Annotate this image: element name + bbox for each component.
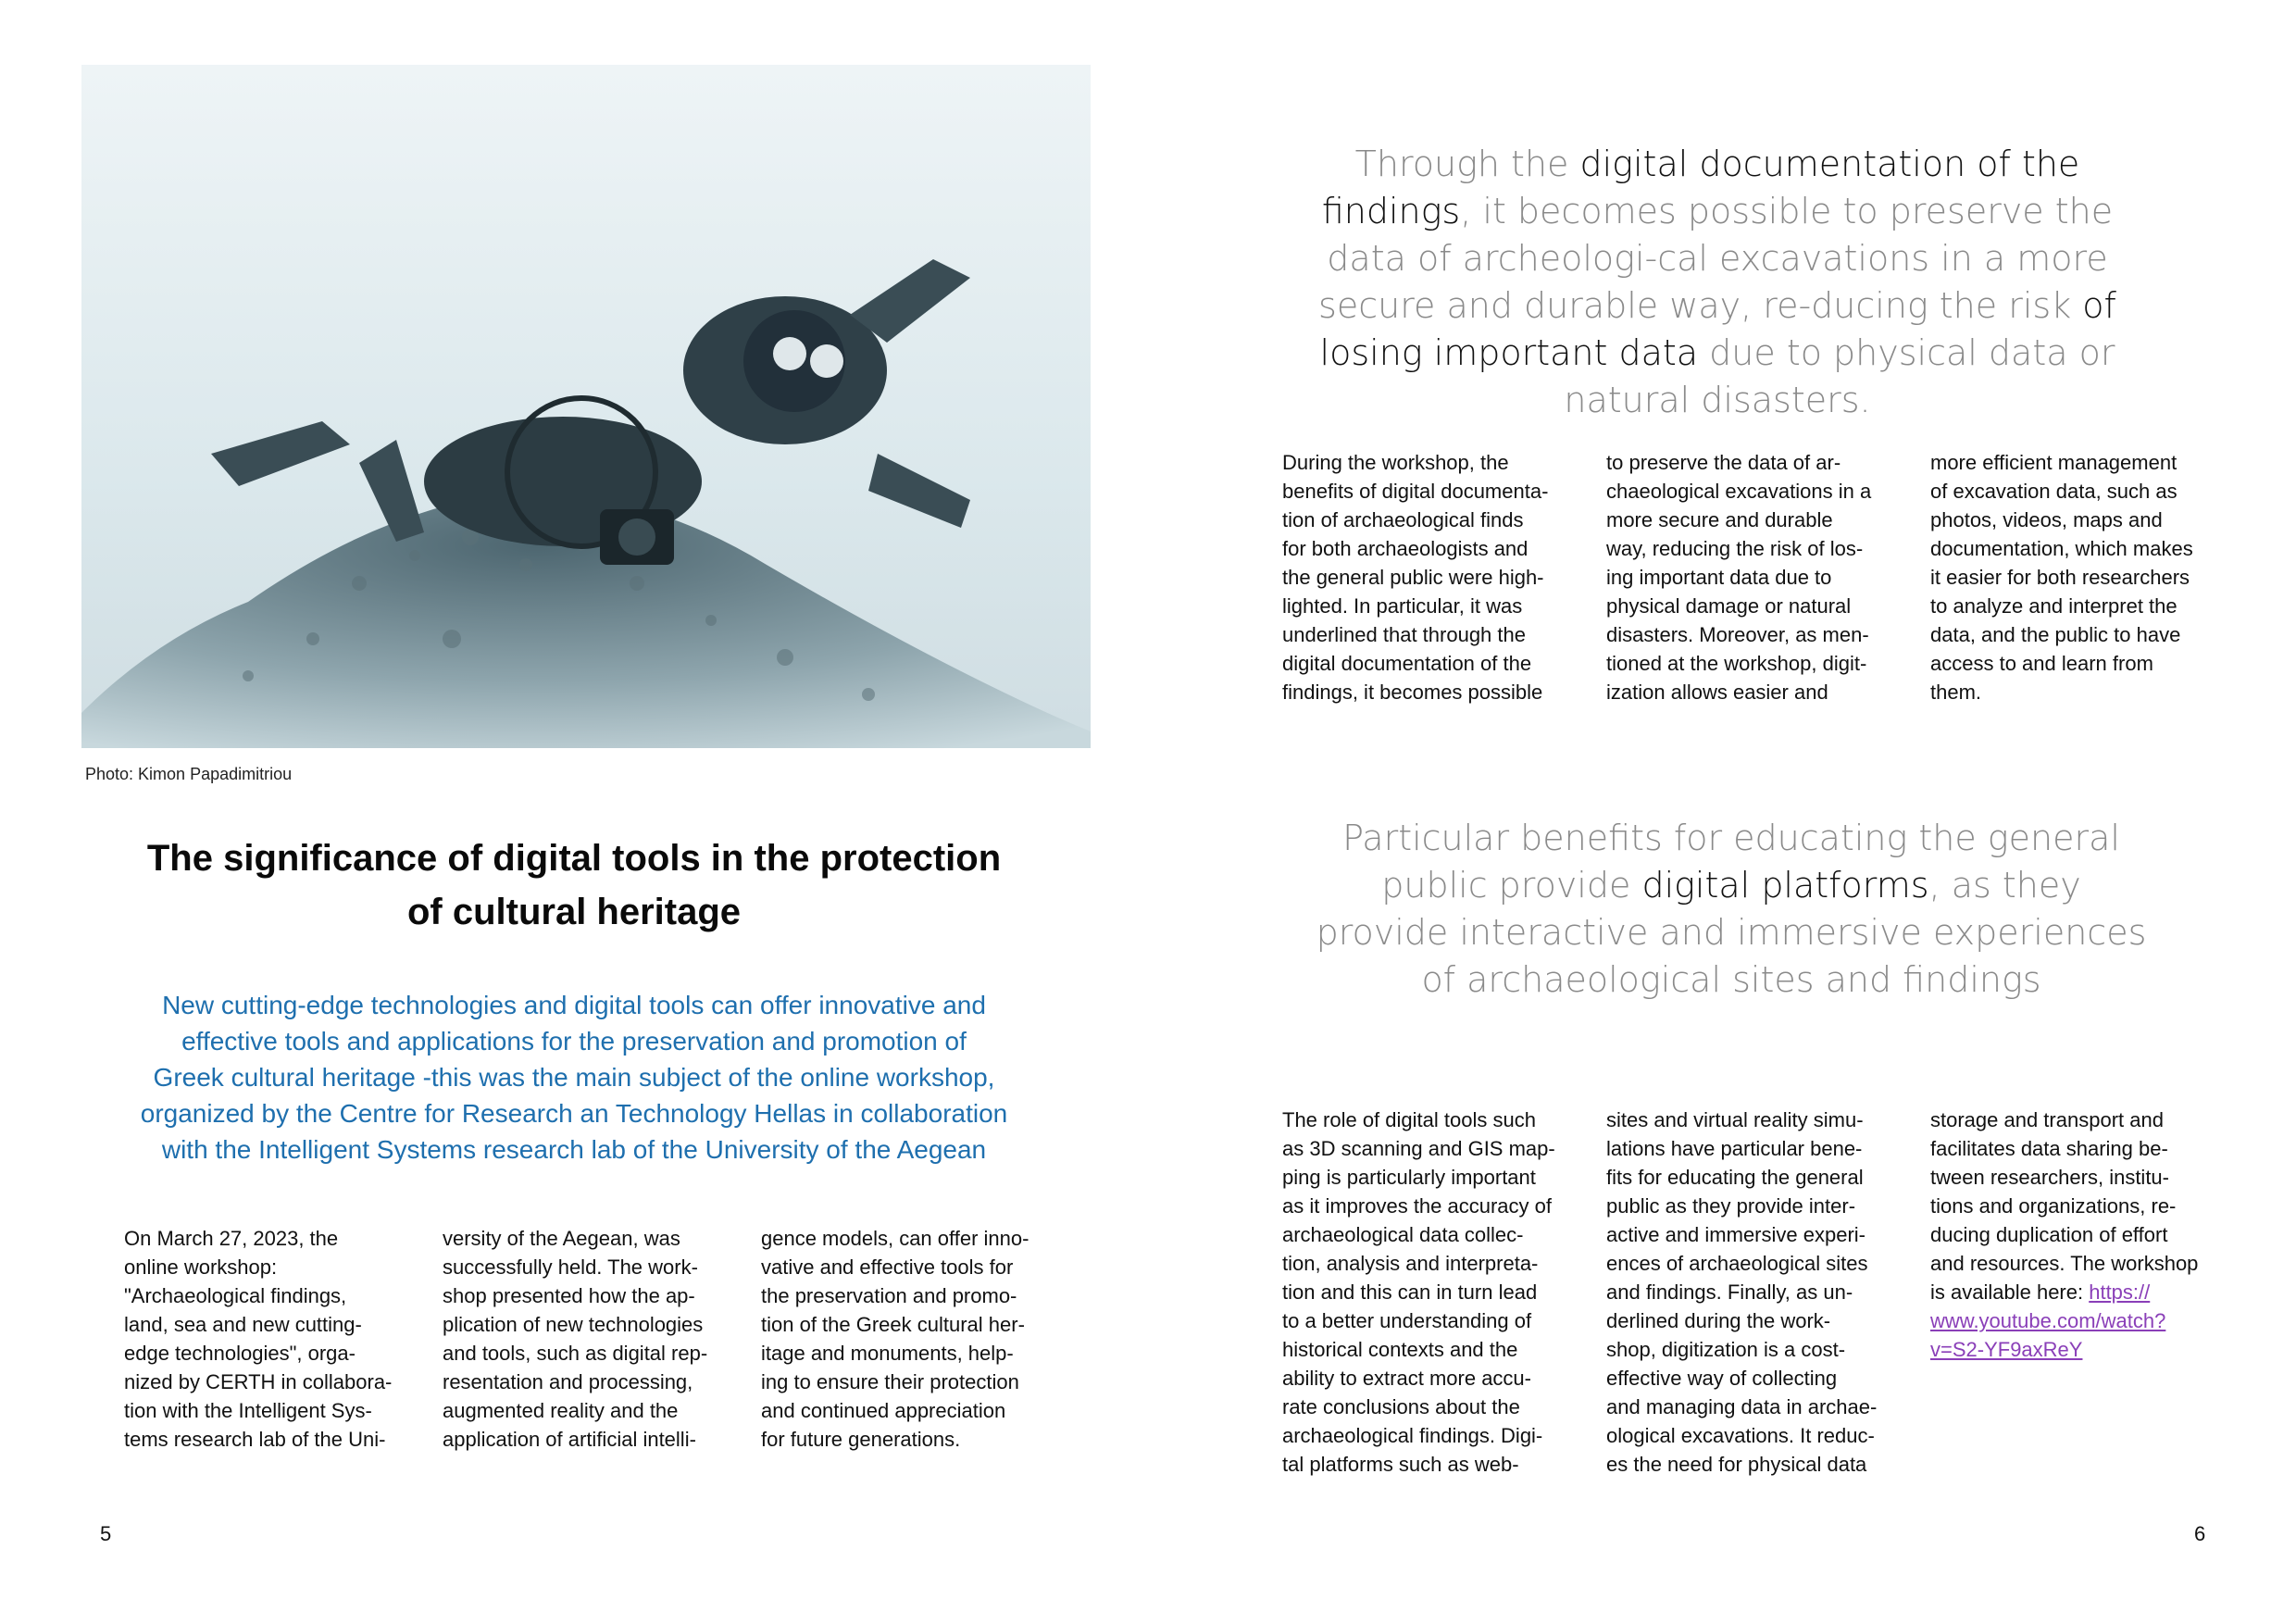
body-line: the preservation and promo-: [761, 1284, 1017, 1307]
body-line: es the need for physical data: [1606, 1453, 1867, 1476]
body-line: derlined during the work-: [1606, 1309, 1831, 1332]
body-line: and resources. The workshop: [1930, 1252, 2199, 1275]
pull-quote-text: due to physical data or natural disasters.: [1564, 332, 2115, 420]
right-page: [1148, 0, 2296, 1624]
body-line: as it improves the accuracy of: [1282, 1194, 1553, 1218]
pull-quote-2: [1315, 815, 2148, 1004]
body-line: versity of the Aegean, was: [443, 1227, 680, 1250]
body-line: and findings. Finally, as un-: [1606, 1280, 1853, 1304]
body-column-2: [1606, 1106, 1893, 1479]
body-line: land, sea and new cutting-: [124, 1313, 362, 1336]
body-line: [1930, 1335, 2217, 1364]
body-line: ences of archaeological sites: [1606, 1252, 1868, 1275]
pull-quote-text: Through the: [1354, 144, 1580, 184]
body-line: them.: [1930, 681, 1982, 704]
pull-quote-1: [1287, 141, 2148, 424]
body-column-2: [443, 1224, 720, 1454]
body-line: tions and organizations, re-: [1930, 1194, 2177, 1218]
body-line: of excavation data, such as: [1930, 480, 2177, 503]
body-line: ing to ensure their protection: [761, 1370, 1019, 1393]
body-line: as 3D scanning and GIS map-: [1282, 1137, 1555, 1160]
body-line: tion of archaeological finds: [1282, 508, 1524, 531]
body-line: tween researchers, institu-: [1930, 1166, 2169, 1189]
body-line: tion, analysis and interpreta-: [1282, 1252, 1539, 1275]
body-line: sites and virtual reality simu-: [1606, 1108, 1864, 1131]
lede-line: organized by the Centre for Research an Technology Hellas in collaboration: [140, 1099, 1008, 1128]
body-line: access to and learn from: [1930, 652, 2153, 675]
body-column-1: [1282, 1106, 1569, 1479]
article-lede: [111, 987, 1037, 1168]
body-line: findings, it becomes possible: [1282, 681, 1543, 704]
body-line: for future generations.: [761, 1428, 961, 1451]
body-line: ping is particularly important: [1282, 1166, 1536, 1189]
body-line: [1930, 1278, 2217, 1306]
body-line: lations have particular bene-: [1606, 1137, 1863, 1160]
headline-line: of cultural heritage: [406, 892, 742, 932]
body-line: plication of new technologies: [443, 1313, 704, 1336]
lede-line: with the Intelligent Systems research lab of the University of the Aegean: [161, 1135, 987, 1164]
left-body-columns: [124, 1224, 1079, 1454]
body-line: augmented reality and the: [443, 1399, 679, 1422]
body-line: effective way of collecting: [1606, 1367, 1838, 1390]
body-line: application of artificial intelli-: [443, 1428, 696, 1451]
body-line: historical contexts and the: [1282, 1338, 1518, 1361]
body-line: archaeological data collec-: [1282, 1223, 1524, 1246]
body-line: chaeological excavations in a: [1606, 480, 1872, 503]
body-line: tems research lab of the Uni-: [124, 1428, 386, 1451]
body-column-1: [1282, 448, 1569, 706]
body-line: ological excavations. It reduc-: [1606, 1424, 1875, 1447]
body-line: ing important data due to: [1606, 566, 1832, 589]
body-line: public as they provide inter-: [1606, 1194, 1856, 1218]
body-line: for both archaeologists and: [1282, 537, 1529, 560]
right-body-columns-top: [1282, 448, 2254, 706]
lede-line: effective tools and applications for the preservation and promotion of: [181, 1027, 967, 1056]
body-line: gence models, can offer inno-: [761, 1227, 1029, 1250]
body-line: data, and the public to have: [1930, 623, 2181, 646]
body-line: On March 27, 2023, the: [124, 1227, 339, 1250]
body-line: to a better understanding of: [1282, 1309, 1532, 1332]
body-line: rate conclusions about the: [1282, 1395, 1520, 1418]
body-line: physical damage or natural: [1606, 594, 1852, 618]
body-line: to analyze and interpret the: [1930, 594, 2177, 618]
body-column-3: [1930, 448, 2217, 706]
right-body-columns-bottom: [1282, 1106, 2254, 1479]
page-number: 5: [100, 1522, 112, 1545]
body-line: The role of digital tools such: [1282, 1108, 1536, 1131]
body-line: to preserve the data of ar-: [1606, 451, 1841, 474]
body-line: During the workshop, the: [1282, 451, 1509, 474]
body-line: disasters. Moreover, as men-: [1606, 623, 1869, 646]
youtube-link-part[interactable]: https://: [2089, 1280, 2151, 1304]
body-line: and tools, such as digital rep-: [443, 1342, 708, 1365]
body-line: fits for educating the general: [1606, 1166, 1864, 1189]
body-line: underlined that through the: [1282, 623, 1526, 646]
body-line: it easier for both researchers: [1930, 566, 2190, 589]
body-line: [1930, 1306, 2217, 1335]
body-column-1: [124, 1224, 402, 1454]
body-line: photos, videos, maps and: [1930, 508, 2163, 531]
body-line: and continued appreciation: [761, 1399, 1006, 1422]
pull-quote-emphasis: digital platforms: [1641, 865, 1929, 906]
underwater-divers-photo: [81, 65, 1091, 748]
body-line: ization allows easier and: [1606, 681, 1828, 704]
article-headline: [93, 831, 1055, 939]
body-line: tion with the Intelligent Sys-: [124, 1399, 372, 1422]
body-line: way, reducing the risk of los-: [1606, 537, 1864, 560]
body-line: itage and monuments, help-: [761, 1342, 1014, 1365]
body-line: successfully held. The work-: [443, 1255, 698, 1279]
body-line: tion of the Greek cultural her-: [761, 1313, 1025, 1336]
pull-quote-emphasis: digital documentation of the findings: [1321, 144, 2080, 231]
body-line: digital documentation of the: [1282, 652, 1532, 675]
body-line: ability to extract more accu-: [1282, 1367, 1531, 1390]
body-line: tioned at the workshop, digit-: [1606, 652, 1867, 675]
body-line: edge technologies", orga-: [124, 1342, 356, 1365]
body-line: vative and effective tools for: [761, 1255, 1014, 1279]
body-line: "Archaeological findings,: [124, 1284, 347, 1307]
body-column-3: [1930, 1106, 2217, 1479]
body-line: tal platforms such as web-: [1282, 1453, 1519, 1476]
body-line: facilitates data sharing be-: [1930, 1137, 2168, 1160]
body-line: shop presented how the ap-: [443, 1284, 695, 1307]
body-line: online workshop:: [124, 1255, 278, 1279]
body-line: storage and transport and: [1930, 1108, 2164, 1131]
body-line: nized by CERTH in collabora-: [124, 1370, 393, 1393]
body-line: ducing duplication of effort: [1930, 1223, 2168, 1246]
pull-quote-emphasis: of losing important data: [1319, 285, 2116, 373]
body-line: resentation and processing,: [443, 1370, 693, 1393]
body-line: lighted. In particular, it was: [1282, 594, 1523, 618]
body-text: is available here:: [1930, 1280, 2090, 1304]
body-line: tion and this can in turn lead: [1282, 1280, 1538, 1304]
body-column-2: [1606, 448, 1893, 706]
body-line: shop, digitization is a cost-: [1606, 1338, 1846, 1361]
body-line: active and immersive experi-: [1606, 1223, 1866, 1246]
pull-quote-text: , it becomes possible to preserve the data of archeologi-cal excavations in a more secure and durable way, re-ducing the risk: [1318, 191, 2114, 326]
body-line: more secure and durable: [1606, 508, 1833, 531]
body-line: archaeological findings. Digi-: [1282, 1424, 1543, 1447]
body-line: documentation, which makes: [1930, 537, 2193, 560]
body-column-3: [761, 1224, 1039, 1454]
body-line: benefits of digital documenta-: [1282, 480, 1549, 503]
lede-line: Greek cultural heritage -this was the main subject of the online workshop,: [153, 1063, 995, 1092]
pull-quote-text: Particular benefits for educating the general public provide: [1342, 818, 2120, 906]
youtube-link-part[interactable]: v=S2-YF9axReY: [1930, 1338, 2083, 1361]
headline-line: The significance of digital tools in the protection: [146, 838, 1002, 879]
youtube-link-part[interactable]: www.youtube.com/watch?: [1930, 1309, 2166, 1332]
body-line: more efficient management: [1930, 451, 2177, 474]
photo-caption: Photo: Kimon Papadimitriou: [85, 765, 293, 783]
page-number: 6: [2194, 1522, 2206, 1545]
body-line: the general public were high-: [1282, 566, 1544, 589]
body-line: and managing data in archae-: [1606, 1395, 1878, 1418]
lede-line: New cutting-edge technologies and digital tools can offer innovative and: [162, 991, 986, 1019]
pull-quote-text: , as they provide interactive and immersive experiences of archaeological sites and findings: [1316, 865, 2147, 1000]
